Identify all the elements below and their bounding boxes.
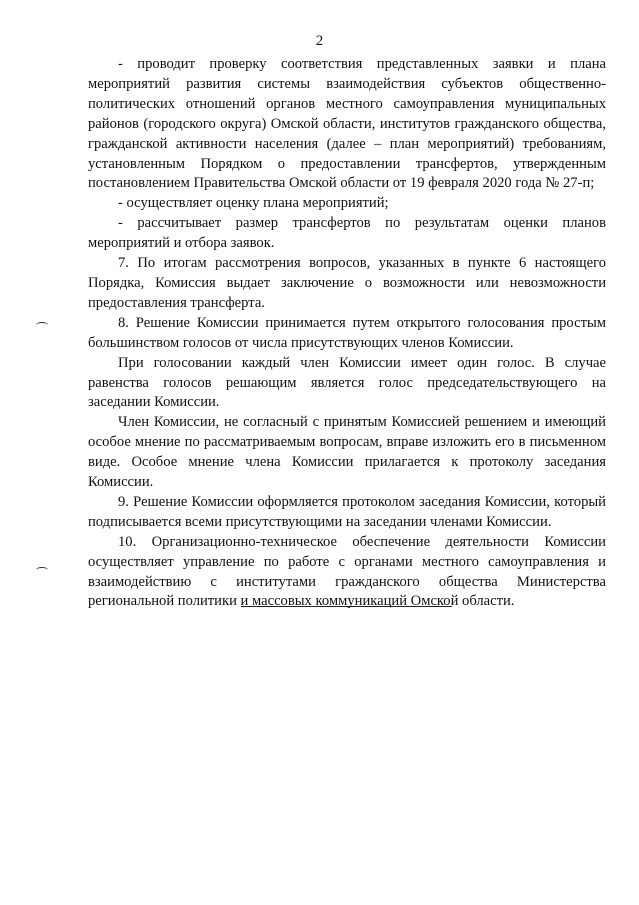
paragraph-check-compliance: - проводит проверку соответствия представленных заявки и плана мероприятий развития системы взаимодействия субъектов общественно-политических отношений органов местного самоуправления муниципальных районов (городского округа) Омской области, институтов гражданского общества, гражданской активности населения (далее – план мероприятий) требованиям, установленным Порядком о предоставлении трансфертов, утвержденным постановлением Правительства Омской области от 19 февраля 2020 года № 27-п; [88,56,606,192]
paragraph-assess-plan: - осуществляет оценку плана мероприятий; [118,195,389,212]
paragraph-voting: При голосовании каждый член Комиссии имеет один голос. В случае равенства голосов решающим является голос председательствующего на заседании Комиссии. [88,354,606,411]
paragraph-item-7: 7. По итогам рассмотрения вопросов, указанных в пункте 6 настоящего Порядка, Комиссия выдает заключение о возможности или невозможности предоставления трансферта. [88,255,606,311]
paragraph-item-10: 10. Организационно-техническое обеспечение деятельности Комиссии осуществляет управление по работе с органами местного самоуправления и взаимодействию с институтами гражданского общества Министерства региональной политики и массовых коммуникаций Омской области. [88,533,606,610]
paragraph-dissenting-opinion: Член Комиссии, не согласный с принятым Комиссией решением и имеющий особое мнение по рассматриваемым вопросам, вправе изложить его в письменном виде. Особое мнение члена Комиссии прилагается к протоколу заседания Комиссии. [88,414,606,491]
margin-mark [36,322,48,328]
paragraph-item-9: 9. Решение Комиссии оформляется протоколом заседания Комиссии, который подписывается всеми присутствующими на заседании членами Комиссии. [88,493,606,530]
page-number: 2 [315,33,324,49]
document-body [88,55,606,612]
paragraph-item-8: 8. Решение Комиссии принимается путем открытого голосования простым большинством голосов от числа присутствующих членов Комиссии. [88,314,606,351]
margin-mark [36,567,48,573]
end-of-document-rule [241,606,452,607]
paragraph-calculate-transfers: - рассчитывает размер трансфертов по результатам оценки планов мероприятий и отбора заявок. [88,215,606,252]
